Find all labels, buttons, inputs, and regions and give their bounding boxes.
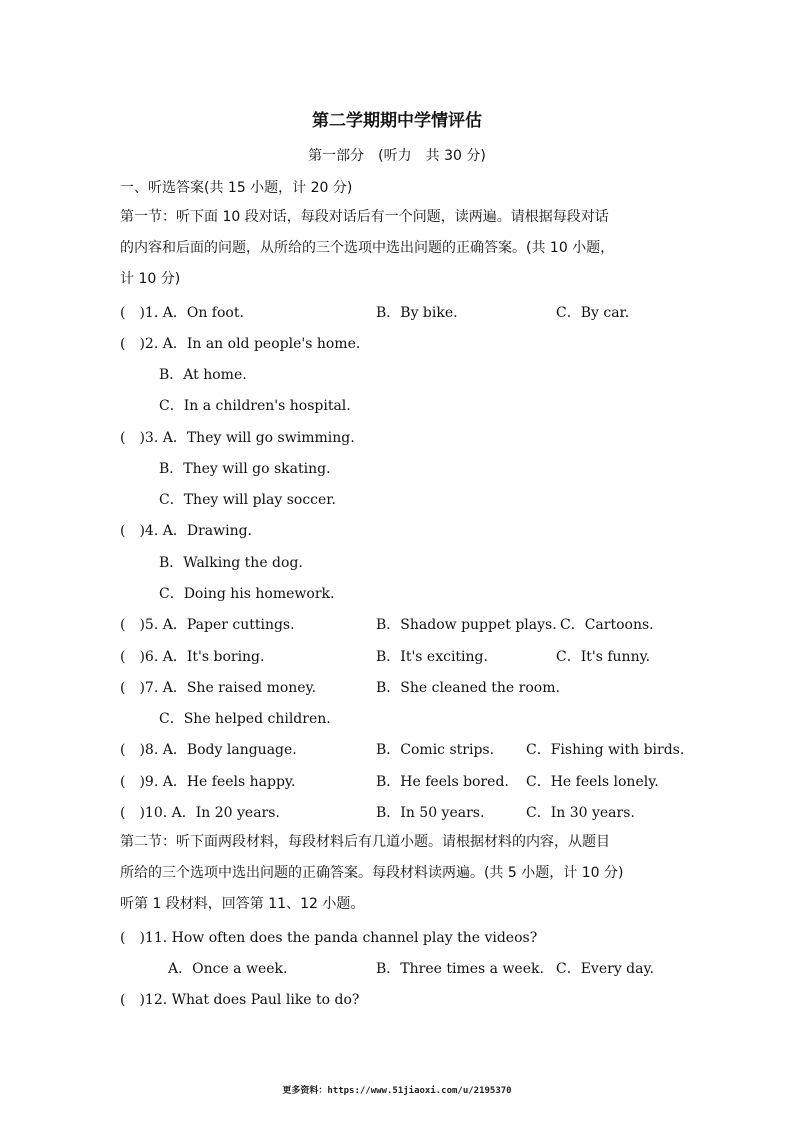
section1-instruction-line3: 计 10 分) <box>120 271 181 287</box>
q11-stem: ( )11. How often does the panda channel play the videos? <box>120 930 538 946</box>
q3-option-c: C．They will play soccer. <box>159 492 336 508</box>
q9-option-a: ( )9. A．He feels happy. <box>120 774 296 790</box>
q7-option-b: B．She cleaned the room. <box>376 680 560 696</box>
q4-option-b: B．Walking the dog. <box>159 555 303 571</box>
q11-option-c: C．Every day. <box>556 961 654 977</box>
section2-instruction <box>120 827 680 920</box>
question-1 <box>120 302 244 322</box>
q3-option-a: ( )3. A．They will go swimming. <box>120 430 355 446</box>
section2-instruction-line1: 第二节：听下面两段材料，每段材料后有几道小题。请根据材料的内容，从题目 <box>120 834 610 850</box>
q3-option-b: B．They will go skating. <box>159 461 331 477</box>
section1-instruction <box>120 202 680 295</box>
q7-option-c: C．She helped children. <box>159 711 331 727</box>
section1-instruction-line2: 的内容和后面的问题，从所给的三个选项中选出问题的正确答案。(共 10 小题， <box>120 240 615 256</box>
question-4 <box>120 520 252 540</box>
footer-link[interactable]: 更多资料：https://www.51jiaoxi.com/u/2195370 <box>282 1086 512 1096</box>
q5-option-b: B．Shadow puppet plays. <box>376 617 557 633</box>
question-7 <box>120 677 316 697</box>
q2-option-c: C．In a children's hospital. <box>159 398 351 414</box>
question-9 <box>120 771 295 791</box>
q2-option-a: ( )2. A．In an old people's home. <box>120 336 361 352</box>
q12-stem: ( )12. What does Paul like to do? <box>120 992 360 1008</box>
material1-heading: 听第 1 段材料，回答第 11、12 小题。 <box>120 896 365 912</box>
question-2 <box>120 333 360 353</box>
q1-option-b: B．By bike. <box>376 305 458 321</box>
question-12 <box>120 989 359 1009</box>
q7-option-a: ( )7. A．She raised money. <box>120 680 317 696</box>
q10-option-a: ( )10. A．In 20 years. <box>120 805 280 821</box>
q4-option-c: C．Doing his homework. <box>159 586 335 602</box>
q1-option-c: C．By car. <box>556 305 630 321</box>
question-10 <box>120 802 280 822</box>
section2-instruction-line2: 所给的三个选项中选出问题的正确答案。每段材料读两遍。(共 5 小题，计 10 分) <box>120 865 624 881</box>
q8-option-b: B．Comic strips. <box>376 742 495 758</box>
q10-option-c: C．In 30 years. <box>526 805 635 821</box>
q11-option-b: B．Three times a week. <box>376 961 544 977</box>
section1-instruction-line1: 第一节：听下面 10 段对话，每段对话后有一个问题，读两遍。请根据每段对话 <box>120 209 609 225</box>
q5-option-c: C．Cartoons. <box>560 617 654 633</box>
question-3 <box>120 427 355 447</box>
q8-option-c: C．Fishing with birds. <box>526 742 685 758</box>
question-11 <box>120 927 537 947</box>
question-8 <box>120 739 297 759</box>
q5-option-a: ( )5. A．Paper cuttings. <box>120 617 295 633</box>
part1-heading: 一、听选答案(共 15 小题，计 20 分) <box>120 180 353 196</box>
question-6 <box>120 646 264 666</box>
q4-option-a: ( )4. A．Drawing. <box>120 523 252 539</box>
question-5 <box>120 614 295 634</box>
q10-option-b: B．In 50 years. <box>376 805 485 821</box>
q6-option-c: C．It's funny. <box>556 649 651 665</box>
q6-option-b: B．It's exciting. <box>376 649 488 665</box>
q6-option-a: ( )6. A．It's boring. <box>120 649 265 665</box>
part-subtitle: 第一部分 (听力 共 30 分) <box>308 148 486 164</box>
page-title: 第二学期期中学情评估 <box>312 111 482 131</box>
q9-option-b: B．He feels bored. <box>376 774 509 790</box>
q9-option-c: C．He feels lonely. <box>526 774 659 790</box>
q2-option-b: B．At home. <box>159 367 247 383</box>
q11-option-a: A．Once a week. <box>168 961 288 977</box>
q8-option-a: ( )8. A．Body language. <box>120 742 297 758</box>
q1-option-a: ( )1. A．On foot. <box>120 305 244 321</box>
